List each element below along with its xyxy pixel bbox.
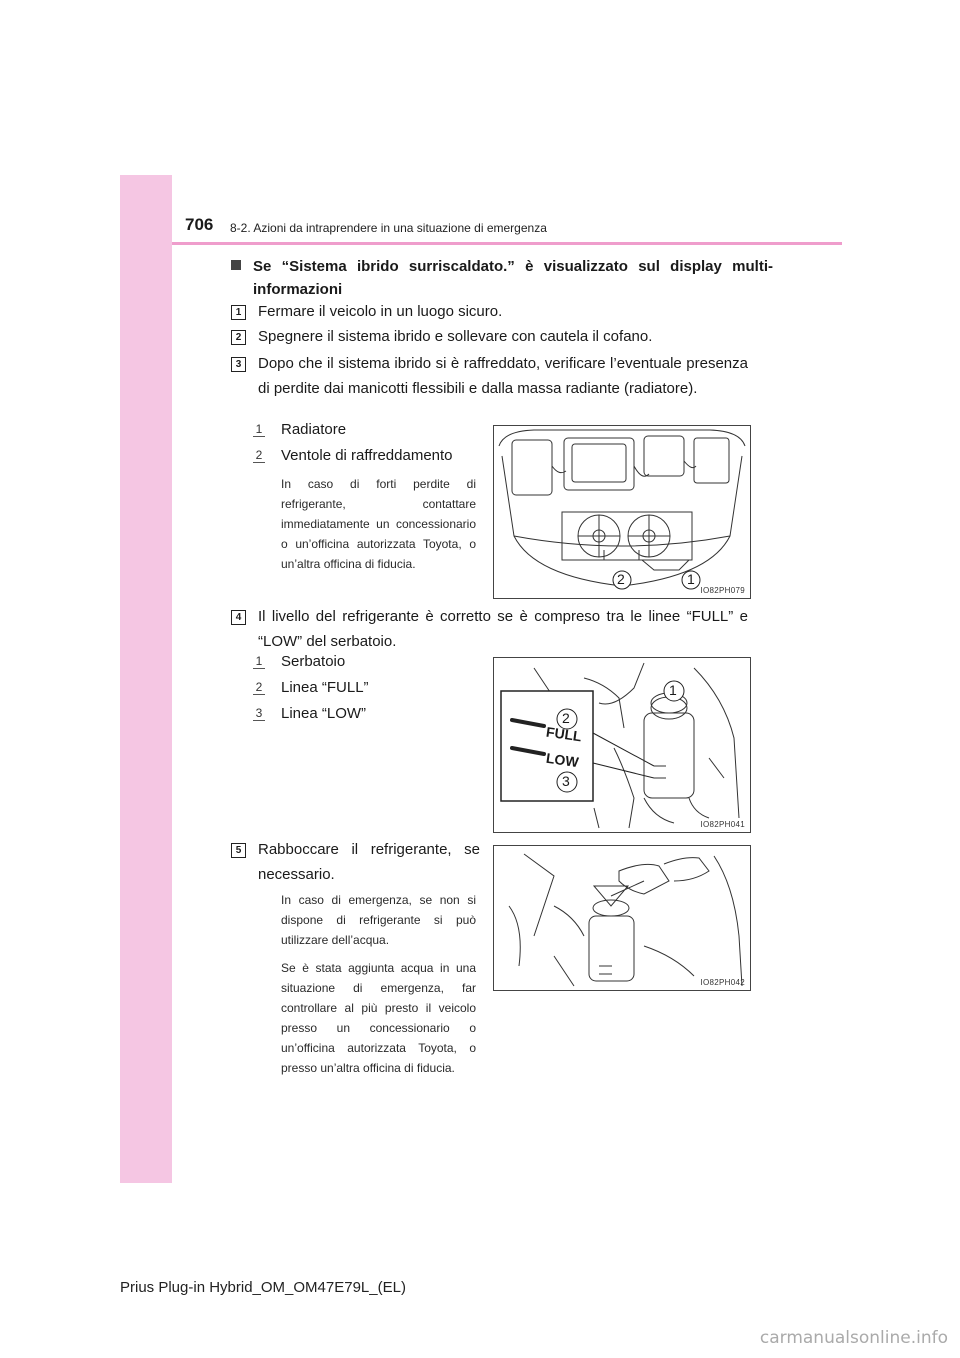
figure3-note-2: Se è stata aggiunta acqua in una situazione di emergenza, far controllare al più presto il veicolo presso un concessionario o un’officina autorizzata Toyota, o presso un’altra officina di fiducia. (281, 961, 476, 1075)
step-number-2: 2 (231, 330, 246, 345)
coolant-reservoir-illustration (493, 657, 751, 833)
figure2-label-number-3: 3 (253, 706, 265, 721)
callout-3-fig2: 3 (562, 773, 570, 789)
callout-1-fig2: 1 (669, 682, 677, 698)
full-mark-text: FULL (545, 723, 583, 745)
figure1-code: IO82PH079 (700, 586, 745, 595)
figure2-code: IO82PH041 (700, 820, 745, 829)
callout-2-fig1: 2 (617, 571, 625, 587)
step-number-1: 1 (231, 305, 246, 320)
refill-illustration (493, 845, 751, 991)
section-title: 8-2. Azioni da intraprendere in una situazione di emergenza (230, 221, 547, 235)
step-text-3: Dopo che il sistema ibrido si è raffreddato, verificare l’eventuale presenza di perdite dai manicotti flessibili e dalla massa radiante (radiatore). (258, 355, 748, 397)
figure2-label-number-2: 2 (253, 680, 265, 695)
figure2-label-low-line: Linea “LOW” (281, 705, 367, 722)
low-mark-text: LOW (545, 749, 580, 771)
section-heading (231, 255, 773, 301)
figure3-note-1: In caso di emergenza, se non si dispone di refrigerante si può utilizzare dell’acqua. (281, 893, 476, 947)
refill-drawing (494, 846, 750, 990)
callout-1-fig1: 1 (687, 571, 695, 587)
watermark: carmanualsonline.info (759, 1328, 948, 1348)
section-heading-text: Se “Sistema ibrido surriscaldato.” è visualizzato sul display multi-informazioni (253, 258, 773, 298)
step-number-5: 5 (231, 843, 246, 858)
figure3-code: IO82PH042 (700, 978, 745, 987)
step-text-1: Fermare il veicolo in un luogo sicuro. (258, 303, 503, 320)
figure1-label-number-1: 1 (253, 422, 265, 437)
figure1-note: In caso di forti perdite di refrigerante, contattare immediatamente un concessionario o un’officina autorizzata Toyota, o un’altra officina di fiducia. (281, 477, 476, 571)
engine-bay-illustration (493, 425, 751, 599)
square-bullet-icon (231, 260, 241, 270)
step-number-3: 3 (231, 357, 246, 372)
figure1-label-radiator: Radiatore (281, 421, 347, 438)
figure2-label-number-1: 1 (253, 654, 265, 669)
chapter-tab-bar (120, 175, 172, 1183)
figure2-label-full-line: Linea “FULL” (281, 679, 369, 696)
step-number-4: 4 (231, 610, 246, 625)
callout-2-fig2: 2 (562, 710, 570, 726)
reservoir-drawing (494, 658, 750, 832)
step-text-5: Rabboccare il refrigerante, se necessario. (258, 841, 480, 883)
step-text-2: Spegnere il sistema ibrido e sollevare con cautela il cofano. (258, 328, 653, 345)
document-footer: Prius Plug-in Hybrid_OM_OM47E79L_(EL) (120, 1279, 406, 1296)
figure1-label-number-2: 2 (253, 448, 265, 463)
figure1-label-fans: Ventole di raffreddamento (281, 447, 453, 464)
figure2-label-reservoir: Serbatoio (281, 653, 346, 670)
header-rule (172, 242, 842, 245)
step-text-4: Il livello del refrigerante è corretto se è compreso tra le linee “FULL” e “LOW” del serbatoio. (258, 608, 748, 650)
page-number: 706 (185, 215, 214, 234)
